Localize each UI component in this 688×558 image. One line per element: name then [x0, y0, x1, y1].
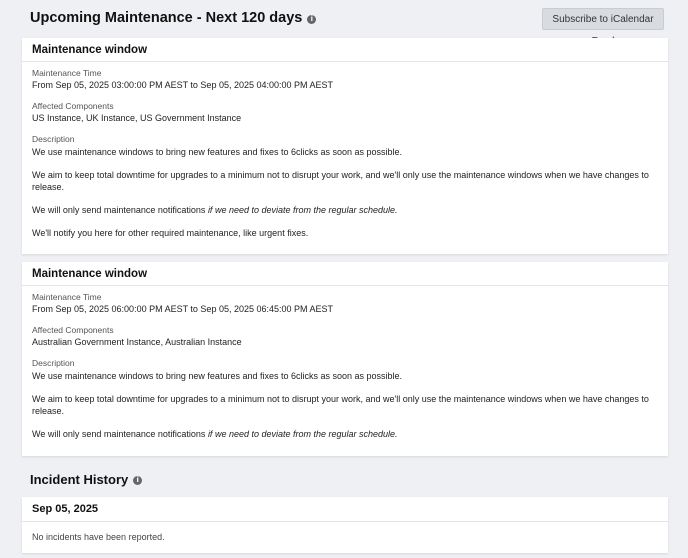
info-icon[interactable]: i	[133, 476, 142, 485]
description-text: We will only send maintenance notifications	[32, 429, 208, 439]
description-text: We will only send maintenance notifications	[32, 205, 208, 215]
description-paragraph: We use maintenance windows to bring new features and fixes to 6clicks as soon as possible.	[32, 147, 403, 157]
incident-day-card	[22, 497, 668, 553]
maintenance-time-label: Maintenance Time	[32, 292, 102, 302]
description-body	[32, 370, 658, 440]
upcoming-maintenance-title	[30, 10, 316, 26]
subscribe-icalendar-button[interactable]: Subscribe to iCalendar	[542, 8, 664, 30]
incident-history-title-text: Incident History	[30, 472, 129, 487]
maintenance-time-label: Maintenance Time	[32, 68, 102, 78]
description-paragraph: We'll notify you here for other required maintenance, like urgent fixes.	[32, 228, 309, 238]
description-paragraph	[32, 204, 658, 216]
incident-history-header	[0, 462, 688, 500]
incident-history-title	[30, 472, 142, 487]
affected-components-label: Affected Components	[32, 325, 114, 335]
maintenance-time-value: From Sep 05, 2025 06:00:00 PM AEST to Sep 05, 2025 06:45:00 PM AEST	[32, 304, 334, 314]
no-incidents-message: No incidents have been reported.	[32, 532, 165, 542]
description-paragraph: We aim to keep total downtime for upgrades to a minimum not to disrupt your work, and we'll only use the maintenance windows when we have changes to release.	[32, 394, 649, 416]
affected-components-label: Affected Components	[32, 101, 114, 111]
affected-components-value: US Instance, UK Instance, US Government Instance	[32, 113, 242, 123]
upcoming-maintenance-header	[0, 0, 688, 38]
maintenance-card	[22, 38, 668, 254]
maintenance-card-title: Maintenance window	[22, 38, 668, 62]
affected-components-value: Australian Government Instance, Australian Instance	[32, 337, 242, 347]
description-italic-text: if we need to deviate from the regular schedule.	[207, 205, 398, 215]
description-label: Description	[32, 358, 75, 368]
info-icon[interactable]: i	[307, 15, 316, 24]
maintenance-card	[22, 262, 668, 456]
upcoming-maintenance-title-text: Upcoming Maintenance - Next 120 days	[30, 10, 303, 26]
description-paragraph: We aim to keep total downtime for upgrades to a minimum not to disrupt your work, and we'll only use the maintenance windows when we have changes to release.	[32, 170, 649, 192]
description-body	[32, 146, 658, 239]
description-label: Description	[32, 134, 75, 144]
description-italic-text: if we need to deviate from the regular schedule.	[207, 429, 398, 439]
incident-date: Sep 05, 2025	[22, 497, 668, 522]
maintenance-time-value: From Sep 05, 2025 03:00:00 PM AEST to Sep 05, 2025 04:00:00 PM AEST	[32, 80, 334, 90]
description-paragraph	[32, 428, 658, 440]
maintenance-card-title: Maintenance window	[22, 262, 668, 286]
description-paragraph: We use maintenance windows to bring new features and fixes to 6clicks as soon as possible.	[32, 371, 403, 381]
